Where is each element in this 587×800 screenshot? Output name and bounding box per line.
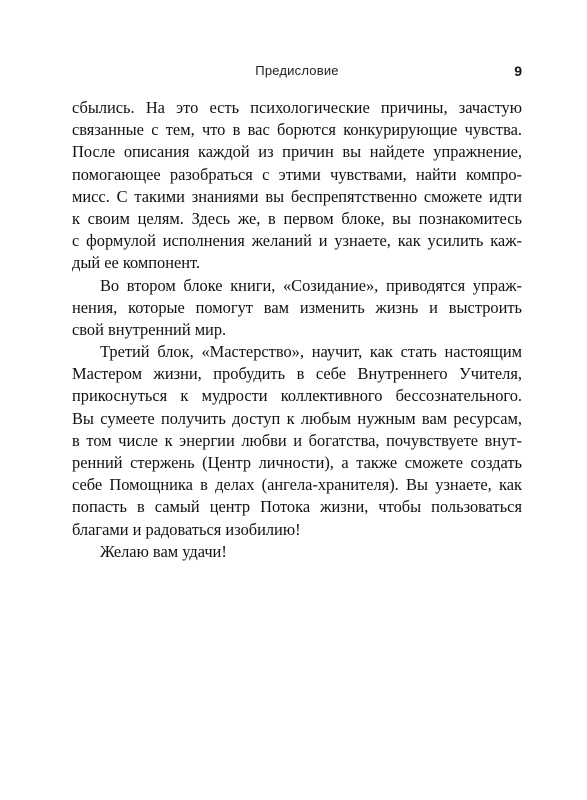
text-line: связанные с тем, что в вас борются конкурирующие чувства. [72, 120, 522, 140]
paragraph [72, 341, 522, 541]
text-line: Вы сумеете получить доступ к любым нужным вам ресурсам, [72, 408, 522, 428]
paragraph [72, 97, 522, 275]
text-line: дый ее компонент. [72, 253, 201, 273]
text-line: в том числе к энергии любви и богатства, почувствуете внут- [72, 430, 522, 450]
running-title: Предисловие [255, 63, 339, 78]
text-line: Во втором блоке книги, «Созидание», приводятся упраж- [100, 275, 522, 295]
text-line: нения, которые помогут вам изменить жизнь и выстроить [72, 297, 522, 317]
text-line: После описания каждой из причин вы найдете упражнение, [72, 142, 522, 162]
paragraph [72, 541, 522, 563]
text-line: с формулой исполнения желаний и узнаете, как усилить каж- [72, 231, 522, 251]
text-line: Желаю вам удачи! [100, 541, 227, 561]
text-line: ренний стержень (Центр личности), а также сможете создать [72, 453, 522, 472]
text-line: к своим целям. Здесь же, в первом блоке, вы познакомитесь [72, 208, 522, 228]
text-line: себе Помощника в делах (ангела-хранителя). Вы узнаете, как [72, 475, 522, 495]
page-number: 9 [514, 63, 522, 79]
running-header [72, 63, 522, 81]
text-line: сбылись. На это есть психологические причины, зачастую [72, 98, 522, 117]
text-line: мисс. С такими знаниями вы беспрепятственно сможете идти [72, 186, 522, 206]
text-line: попасть в самый центр Потока жизни, чтобы пользоваться [72, 497, 522, 517]
text-line: благами и радоваться изобилию! [72, 519, 301, 539]
text-line: Мастером жизни, пробудить в себе Внутреннего Учителя, [72, 364, 522, 384]
text-line: помогающее разобраться с этими чувствами, найти компро- [72, 164, 522, 184]
body-text [72, 97, 522, 563]
paragraph [72, 275, 522, 342]
text-line: свой внутренний мир. [72, 319, 227, 339]
text-line: Третий блок, «Мастерство», научит, как стать настоящим [100, 342, 522, 362]
text-line: прикоснуться к мудрости коллективного бессознательного. [72, 386, 522, 406]
